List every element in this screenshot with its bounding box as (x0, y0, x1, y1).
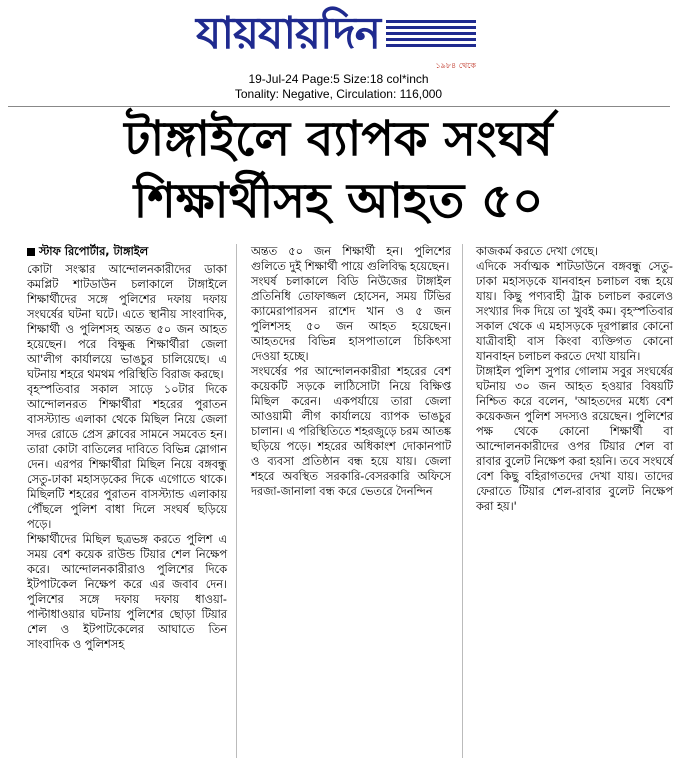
article-column-2 (251, 244, 451, 499)
column-rule (236, 244, 237, 758)
column-rule (462, 244, 463, 758)
paragraph: এদিকে সর্বাত্মক শাটডাউনে বঙ্গবন্ধু সেতু-ঢাকা মহাসড়কে যানবাহন চলাচল বন্ধ হয়ে যায়। কিছু পণ্যবাহী ট্রাক চলাচল করলেও সংখ্যার দিক দিয়ে তা খুবই কম। বৃহস্পতিবার সকাল থেকে এ মহাসড়কে দূরপাল্লার কোনো যাত্রীবাহী বাস কিংবা ব্যক্তিগত কোনো যানবাহন চলাচল করতে দেখা যায়নি। (476, 260, 673, 363)
paragraph: সংঘর্ষের পর আন্দোলনকারীরা শহরের বেশ কয়েকটি সড়কে লাঠিসোটা নিয়ে বিক্ষিপ্ত মিছিল করেন। একপর্যায়ে তারা জেলা আওয়ামী লীগ কার্যালয়ে ব্যাপক ভাঙচুর চালান। এ পরিস্থিতিতে শহরজুড়ে চরম আতঙ্ক ছড়িয়ে পড়ে। শহরের অধিকাংশ দোকানপাট ও ব্যবসা প্রতিষ্ঠান বন্ধ হয়ে যায়। জেলা শহরে অবস্থিত সরকারি-বেসরকারি অফিসে দরজা-জানালা বন্ধ করে ভেতরে দৈনন্দিন (251, 365, 451, 498)
clipping-meta-date: 19-Jul-24 Page:5 Size:18 col*inch (248, 72, 429, 86)
article-column-1 (27, 244, 227, 652)
clipping-meta-tonality: Tonality: Negative, Circulation: 116,000 (234, 87, 443, 101)
newspaper-masthead (196, 8, 478, 70)
paragraph: শিক্ষার্থীদের মিছিল ছত্রভঙ্গ করতে পুলিশ এ সময় বেশ কয়েক রাউন্ড টিয়ার শেল নিক্ষেপ করে। আন্দোলনকারীরাও পুলিশের দিকে ইটপাটকেল নিক্ষেপ করে এর জবাব দেন। পুলিশের সঙ্গে দফায় দফায় ধাওয়া-পাল্টাধাওয়ার ঘটনায় পুলিশের ছোড়া টিয়ার শেল ও ইটপাটকেলের আঘাতে তিন সাংবাদিক ও পুলিশসহ (27, 533, 227, 651)
masthead-decorative-lines (386, 20, 476, 54)
paragraph: অন্তত ৫০ জন শিক্ষার্থী হন। পুলিশের গুলিতে দুই শিক্ষার্থী পায়ে গুলিবিদ্ধ হয়েছেন। (251, 245, 451, 273)
byline-text: স্টাফ রিপোর্টার, টাঙ্গাইল (39, 245, 149, 258)
paragraph: সংঘর্ষ চলাকালে বিডি নিউজের টাঙ্গাইল প্রতিনিধি তোফাজ্জল হোসেন, সময় টিভির ক্যামেরাপারসন রাশেদ খান ও ৫ জন পুলিশসহ ৫০ জন আহত হয়েছেন। আহতদের বিভিন্ন হাসপাতালে চিকিৎসা দেওয়া হচ্ছে। (251, 275, 451, 363)
headline-line-2: শিক্ষার্থীসহ আহত ৫০ (133, 173, 544, 229)
paragraph: টাঙ্গাইল পুলিশ সুপার গোলাম সবুর সংঘর্ষের ঘটনায় ৩০ জন আহত হওয়ার বিষয়টি নিশ্চিত করে বলেন, 'আহতদের মধ্যে বেশ কয়েকজন পুলিশ সদস্যও রয়েছেন। পুলিশের পক্ষ থেকে কোনো শিক্ষার্থী বা আন্দোলনকারীদের ওপর টিয়ার শেল বা রাবার বুলেট নিক্ষেপ করা হয়নি। তবে সংঘর্ষে বেশ কিছু বহিরাগতদের দেখা যায়। তাদের ফেরাতে টিয়ার শেল-রাবার বুলেট নিক্ষেপ করা হয়।' (476, 365, 673, 513)
paragraph: কোটা সংস্কার আন্দোলনকারীদের ডাকা কমপ্লিট শাটডাউন চলাকালে টাঙ্গাইলে শিক্ষার্থীদের সঙ্গে পুলিশের দফায় দফায় সংঘর্ষের ঘটনা ঘটে। এতে স্থানীয় সাংবাদিক, শিক্ষার্থী ও পুলিশসহ অন্তত ৫০ জন আহত হয়েছেন। পরে বিক্ষুব্ধ শিক্ষার্থীরা জেলা আ'লীগ কার্যালয়ে ভাঙচুর চালিয়েছে। এ ঘটনায় শহরে থমথম পরিস্থিতি বিরাজ করছে। (27, 263, 227, 381)
byline (27, 244, 227, 259)
headline-line-1: টাঙ্গাইলে ব্যাপক সংঘর্ষ (124, 111, 553, 167)
article-column-3 (476, 244, 673, 514)
masthead-since: ১৯৮৪ থেকে (435, 61, 476, 70)
byline-bullet-icon (27, 248, 35, 256)
header-divider (8, 106, 670, 107)
paragraph: কাজকর্ম করতে দেখা গেছে। (476, 245, 598, 258)
paragraph: বৃহস্পতিবার সকাল সাড়ে ১০টার দিকে আন্দোলনরত শিক্ষার্থীরা শহরের পুরাতন বাসস্ট্যান্ড এলাকা থেকে মিছিল নিয়ে জেলা সদর রোডে প্রেস ক্লাবের সামনে সমবেত হন। তারা কোটা বাতিলের দাবিতে বিভিন্ন স্লোগান দেন। এরপর শিক্ষার্থীরা মিছিল নিয়ে বঙ্গবন্ধু সেতু-ঢাকা মহাসড়কের দিকে এগোতে থাকে। মিছিলটি শহরের পুরাতন বাসস্ট্যান্ড এলাকায় পৌঁছলে পুলিশ বাধা দিলে সংঘর্ষ ছড়িয়ে পড়ে। (27, 383, 227, 531)
masthead-logo: যায়যায়দিন (196, 8, 381, 59)
